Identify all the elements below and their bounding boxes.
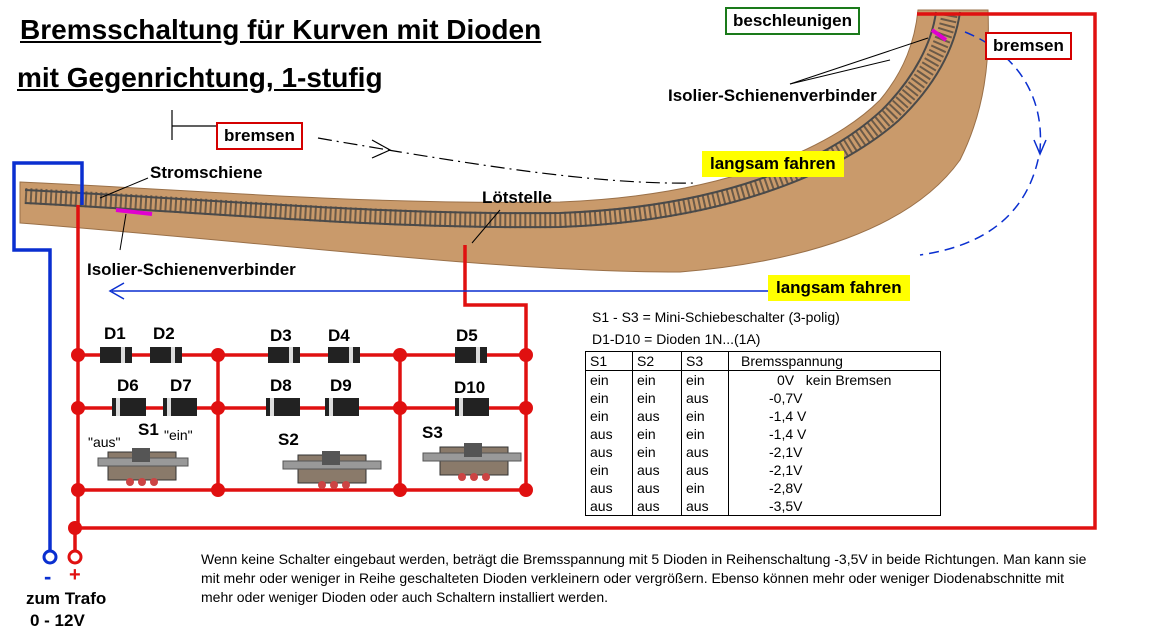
table-cell: aus — [586, 497, 633, 516]
table-cell: -2,8V — [769, 480, 803, 496]
diode-d3 — [268, 347, 300, 363]
label-isolier-left: Isolier-Schienenverbinder — [87, 260, 296, 279]
table-cell: aus — [586, 443, 633, 461]
label-d2: D2 — [153, 324, 175, 343]
table-cell: ein — [586, 407, 633, 425]
label-bremsen-top: bremsen — [985, 32, 1072, 60]
diode-d4 — [328, 347, 360, 363]
table-cell: aus — [633, 461, 682, 479]
bremsen-arrow-path — [318, 138, 388, 150]
legend-line-1: S1 - S3 = Mini-Schiebeschalter (3-polig) — [592, 309, 840, 325]
diode-d8 — [266, 398, 300, 416]
table-cell: -1,4 V — [769, 408, 807, 424]
table-row — [586, 407, 941, 425]
table-header-s2: S2 — [633, 352, 682, 371]
label-langsam-fahren-2: langsam fahren — [768, 275, 910, 301]
table-row — [586, 443, 941, 461]
switch-s3 — [423, 443, 521, 481]
diode-d5 — [455, 347, 487, 363]
label-aus: "aus" — [88, 434, 121, 450]
label-voltage: 0 - 12V — [30, 611, 85, 630]
table-cell: -2,1V — [769, 462, 803, 478]
table-cell: ein — [633, 443, 682, 461]
table-cell: aus — [682, 443, 729, 461]
label-stromschiene: Stromschiene — [150, 163, 263, 182]
table-cell: ein — [633, 389, 682, 407]
legend-line-2: D1-D10 = Dioden 1N...(1A) — [592, 331, 761, 347]
diode-d2 — [150, 347, 182, 363]
switch-s1 — [98, 448, 188, 486]
table-cell: aus — [586, 479, 633, 497]
table-row — [586, 497, 941, 516]
table-cell: ein — [633, 425, 682, 443]
label-s2: S2 — [278, 430, 299, 449]
switch-s2 — [283, 451, 381, 489]
label-d5: D5 — [456, 326, 478, 345]
table-cell: -0,7V — [769, 390, 803, 406]
label-d9: D9 — [330, 376, 352, 395]
label-bremsen-mid: bremsen — [216, 122, 303, 150]
title-line-2: mit Gegenrichtung, 1-stufig — [17, 62, 383, 93]
table-cell: -3,5V — [769, 498, 803, 514]
table-cell: -1,4 V — [769, 426, 807, 442]
label-d10: D10 — [454, 378, 486, 397]
label-isolier-top: Isolier-Schienenverbinder — [668, 86, 877, 105]
label-loetstelle: Lötstelle — [482, 188, 552, 207]
label-d8: D8 — [270, 376, 292, 395]
label-d4: D4 — [328, 326, 350, 345]
table-header-s3: S3 — [682, 352, 729, 371]
label-zum-trafo: zum Trafo — [26, 589, 107, 608]
table-row — [586, 389, 941, 407]
diode-d6 — [112, 398, 146, 416]
label-d3: D3 — [270, 326, 292, 345]
table-cell: ein — [682, 425, 729, 443]
diode-d1 — [100, 347, 132, 363]
pointer-isolier-top-2 — [790, 60, 890, 84]
table-row — [586, 461, 941, 479]
table-cell: aus — [682, 389, 729, 407]
table-cell: ein — [633, 371, 682, 390]
table-header-s1: S1 — [586, 352, 633, 371]
diode-d7 — [163, 398, 197, 416]
table-cell: ein — [586, 461, 633, 479]
terminal-minus — [44, 551, 56, 563]
label-langsam-fahren-1: langsam fahren — [702, 151, 844, 177]
table-cell: ein — [682, 371, 729, 390]
explanation-note: Wenn keine Schalter eingebaut werden, beträgt die Bremsspannung mit 5 Dioden in Reihenschaltung -3,5V in beide Richtungen. Man kann sie mit mehr oder weniger in Reihe geschalteten Dioden verkleinern oder vergrößern. Ebenso können mehr oder weniger Diodenabschnitte mit mehr oder weniger Dioden oder auch Schaltern installiert werden. — [201, 551, 1087, 605]
table-cell: -2,1V — [769, 444, 803, 460]
label-d7: D7 — [170, 376, 192, 395]
diode-d9 — [325, 398, 359, 416]
title-line-1: Bremsschaltung für Kurven mit Dioden — [20, 14, 542, 45]
table-header-row — [586, 352, 941, 371]
label-d1: D1 — [104, 324, 126, 343]
label-ein: "ein" — [164, 427, 193, 443]
label-s3: S3 — [422, 423, 443, 442]
table-cell: aus — [633, 407, 682, 425]
slow-path-dashdot — [388, 150, 695, 183]
table-cell: aus — [682, 461, 729, 479]
table-row — [586, 479, 941, 497]
table-row — [586, 425, 941, 443]
table-cell: aus — [633, 497, 682, 516]
label-beschleunigen: beschleunigen — [725, 7, 860, 35]
table-header-bremsspannung: Bremsspannung — [729, 352, 941, 371]
label-minus: - — [44, 564, 52, 589]
table-cell: 0V kein Bremsen — [777, 372, 892, 388]
table-cell: ein — [586, 371, 633, 390]
table-row — [586, 371, 941, 390]
table-cell: ein — [682, 407, 729, 425]
table-cell: aus — [682, 497, 729, 516]
label-s1: S1 — [138, 420, 159, 439]
diode-d10 — [455, 398, 489, 416]
table-cell: aus — [633, 479, 682, 497]
label-d6: D6 — [117, 376, 139, 395]
bremsspannung-table — [585, 351, 941, 516]
table-cell: aus — [586, 425, 633, 443]
terminal-plus — [69, 551, 81, 563]
table-cell: ein — [682, 479, 729, 497]
table-cell: ein — [586, 389, 633, 407]
label-plus: + — [69, 564, 81, 586]
